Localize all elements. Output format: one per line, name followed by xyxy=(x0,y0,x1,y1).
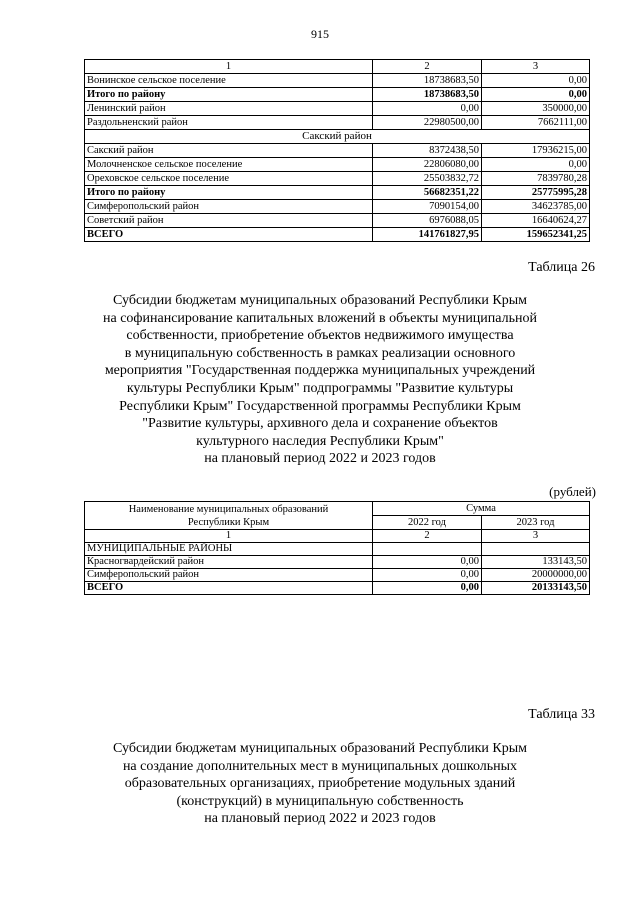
section-row xyxy=(85,130,590,144)
col-number: 1 xyxy=(85,530,373,543)
table-26-label: Таблица 26 xyxy=(528,260,595,275)
row-value-2022: 18738683,50 xyxy=(373,74,482,88)
row-name: Молочненское сельское поселение xyxy=(85,158,373,172)
row-value-2022: 0,00 xyxy=(373,556,482,569)
row-value-2023: 20133143,50 xyxy=(482,582,590,595)
row-name: Раздольненский район xyxy=(85,116,373,130)
row-value-2022: 8372438,50 xyxy=(373,144,482,158)
row-name: Советский район xyxy=(85,214,373,228)
row-name: Ленинский район xyxy=(85,102,373,116)
title-line: (конструкций) в муниципальную собственность xyxy=(176,793,464,809)
table-row xyxy=(85,214,590,228)
row-value-2023: 16640624,27 xyxy=(482,214,590,228)
table-row xyxy=(85,172,590,186)
total-row xyxy=(85,186,590,200)
row-value-2023: 0,00 xyxy=(482,158,590,172)
total-row xyxy=(85,228,590,242)
table-26-title xyxy=(80,292,560,468)
row-value-2023: 0,00 xyxy=(482,88,590,102)
table-26 xyxy=(84,501,590,595)
row-value-2023: 34623785,00 xyxy=(482,200,590,214)
title-line: культуры Республики Крым" подпрограммы "Развитие культуры xyxy=(126,380,514,396)
title-line: в муниципальную собственность в рамках реализации основного xyxy=(124,345,516,361)
page-number: 915 xyxy=(311,27,329,41)
table-row xyxy=(85,569,590,582)
row-value-2022: 18738683,50 xyxy=(373,88,482,102)
col-number: 1 xyxy=(85,60,373,74)
table-row xyxy=(85,543,590,556)
row-value-2022: 0,00 xyxy=(373,569,482,582)
col-number: 2 xyxy=(373,530,482,543)
row-value-2023: 350000,00 xyxy=(482,102,590,116)
title-line: мероприятия "Государственная поддержка муниципальных учреждений xyxy=(104,363,536,379)
row-value-2022: 7090154,00 xyxy=(373,200,482,214)
row-value-2023: 7839780,28 xyxy=(482,172,590,186)
header-year-2022: 2022 год xyxy=(373,516,482,530)
table-33-title xyxy=(80,740,560,828)
subsidy-table-continued xyxy=(84,59,590,242)
table-row xyxy=(85,158,590,172)
total-row xyxy=(85,88,590,102)
row-name: ВСЕГО xyxy=(85,582,373,595)
table-row xyxy=(85,102,590,116)
title-line: "Развитие культуры, архивного дела и сохранение объектов xyxy=(142,416,498,432)
table-33-label: Таблица 33 xyxy=(528,707,595,722)
col-number: 2 xyxy=(373,60,482,74)
row-value-2023: 25775995,28 xyxy=(482,186,590,200)
row-value-2022: 0,00 xyxy=(373,102,482,116)
section-label: МУНИЦИПАЛЬНЫЕ РАЙОНЫ xyxy=(85,543,373,556)
header-name: Наименование муниципальных образований Республики Крым xyxy=(85,502,373,530)
row-value-2022: 56682351,22 xyxy=(373,186,482,200)
row-name: ВСЕГО xyxy=(85,228,373,242)
section-label: Сакский район xyxy=(85,130,590,144)
row-value-2022: 22980500,00 xyxy=(373,116,482,130)
row-value-2022: 0,00 xyxy=(373,582,482,595)
total-row xyxy=(85,582,590,595)
units-label: (рублей) xyxy=(549,484,596,499)
header-year-2023: 2023 год xyxy=(482,516,590,530)
row-value-2023: 7662111,00 xyxy=(482,116,590,130)
row-name: Красногвардейский район xyxy=(85,556,373,569)
row-value-2022: 6976088,05 xyxy=(373,214,482,228)
row-name: Симферопольский район xyxy=(85,200,373,214)
col-number: 3 xyxy=(482,60,590,74)
row-name: Вонинское сельское поселение xyxy=(85,74,373,88)
row-value-2022: 25503832,72 xyxy=(373,172,482,186)
row-name: Симферопольский район xyxy=(85,569,373,582)
row-name: Ореховское сельское поселение xyxy=(85,172,373,186)
row-value-2023: 133143,50 xyxy=(482,556,590,569)
title-line: Субсидии бюджетам муниципальных образований Республики Крым xyxy=(113,741,527,756)
title-line: Субсидии бюджетам муниципальных образований Республики Крым xyxy=(113,293,527,308)
table-row xyxy=(85,556,590,569)
title-line: на софинансирование капитальных вложений в объекты муниципальной xyxy=(103,310,537,326)
table-row xyxy=(85,116,590,130)
col-number: 3 xyxy=(482,530,590,543)
title-line: культурного наследия Республики Крым" xyxy=(196,433,444,449)
header-sum: Сумма xyxy=(373,502,590,516)
row-value-2023: 159652341,25 xyxy=(482,228,590,242)
title-line: на создание дополнительных мест в муниципальных дошкольных xyxy=(122,758,518,774)
row-value-2023: 17936215,00 xyxy=(482,144,590,158)
table-row xyxy=(85,74,590,88)
row-value-2022: 141761827,95 xyxy=(373,228,482,242)
table-row xyxy=(85,200,590,214)
row-value-2023: 20000000,00 xyxy=(482,569,590,582)
title-line: на плановый период 2022 и 2023 годов xyxy=(204,811,436,827)
title-line: образовательных организациях, приобретение модульных зданий xyxy=(124,776,516,792)
row-value-2022: 22806080,00 xyxy=(373,158,482,172)
table-row xyxy=(85,144,590,158)
title-line: на плановый период 2022 и 2023 годов xyxy=(204,451,436,467)
title-line: собственности, приобретение объектов недвижимого имущества xyxy=(126,328,514,344)
row-name: Итого по району xyxy=(85,186,373,200)
title-line: Республики Крым" Государственной программы Республики Крым xyxy=(119,398,521,414)
row-value-2023: 0,00 xyxy=(482,74,590,88)
row-name: Сакский район xyxy=(85,144,373,158)
row-name: Итого по району xyxy=(85,88,373,102)
